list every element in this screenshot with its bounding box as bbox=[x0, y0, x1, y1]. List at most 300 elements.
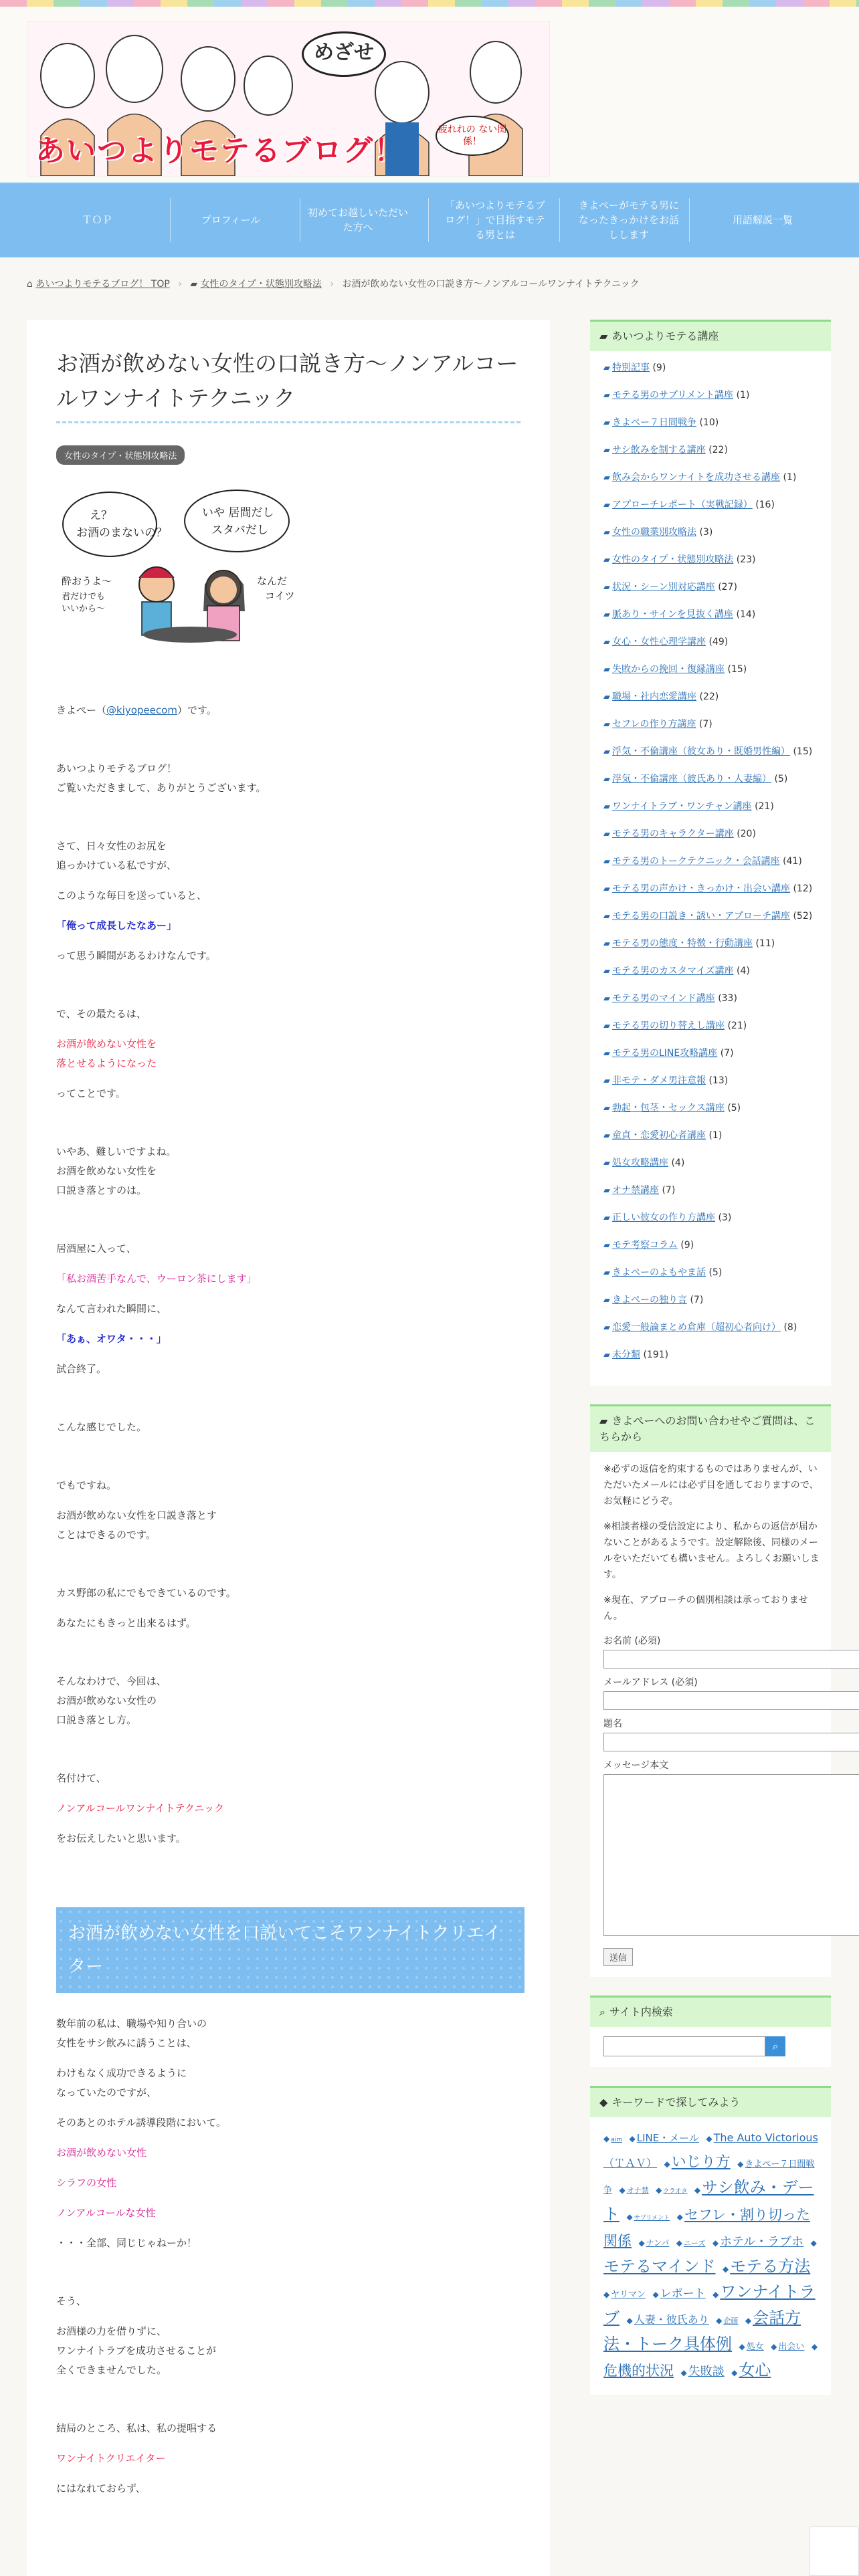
paragraph: あいつよりモテるブログ！ ご覧いただきまして、ありがとうございます。 bbox=[56, 762, 266, 794]
nav-divider bbox=[428, 198, 429, 242]
category-link[interactable]: きよぺーの独り言 bbox=[612, 1295, 687, 1305]
category-item bbox=[603, 827, 820, 842]
category-count: (4) bbox=[671, 1158, 685, 1168]
category-item bbox=[603, 470, 820, 486]
tag-link[interactable]: ナンパ bbox=[646, 2238, 670, 2248]
category-item bbox=[603, 854, 820, 869]
paragraph: お酒が飲めない女性を口説き落とす ことはできるのです。 bbox=[56, 1509, 217, 1541]
message-label: メッセージ本文 bbox=[603, 1760, 669, 1771]
paragraph: お酒様の力を借りずに、 ワンナイトラブを成功させることが 全くできませんでした。 bbox=[56, 2325, 216, 2376]
site-header bbox=[0, 7, 859, 182]
category-link[interactable]: モテ考察コラム bbox=[612, 1240, 678, 1251]
category-link[interactable]: 処女攻略講座 bbox=[612, 1158, 668, 1168]
contact-note: ※現在、アプローチの個別相談は承っておりません。 bbox=[603, 1595, 808, 1622]
tag-link[interactable]: 人妻・彼氏あり bbox=[634, 2313, 709, 2326]
category-count: (3) bbox=[699, 527, 713, 538]
category-item bbox=[603, 662, 820, 677]
tag-link[interactable]: 会話方法・トーク具体例 bbox=[603, 2309, 801, 2353]
category-item bbox=[603, 1101, 820, 1116]
category-count: (33) bbox=[718, 993, 737, 1004]
quote-line: 「私お酒苦手なんで、ウーロン茶にします」 bbox=[56, 1273, 257, 1285]
email-input[interactable] bbox=[603, 1691, 859, 1710]
folder-icon: ▰ bbox=[603, 911, 610, 922]
category-item bbox=[603, 552, 820, 568]
tag-icon: ◆ bbox=[626, 2212, 633, 2222]
name-input[interactable] bbox=[603, 1650, 859, 1669]
category-item bbox=[603, 991, 820, 1006]
nav-item-profile[interactable]: プロフィール bbox=[201, 214, 261, 226]
category-count: (7) bbox=[690, 1295, 704, 1305]
folder-icon: ▰ bbox=[603, 829, 610, 839]
search-input[interactable] bbox=[603, 2036, 765, 2056]
category-link[interactable]: オナ禁講座 bbox=[612, 1185, 659, 1196]
folder-icon: ▰ bbox=[603, 1213, 610, 1223]
eyecatch-left-text: 酔おうよ〜 bbox=[62, 575, 112, 587]
tag-link[interactable]: 処女 bbox=[746, 2342, 764, 2352]
search-button[interactable] bbox=[765, 2036, 785, 2056]
twitter-handle-link[interactable]: @kiyopeecom bbox=[106, 704, 177, 716]
paragraph: ってことです。 bbox=[56, 1087, 126, 1099]
category-item bbox=[603, 525, 820, 540]
category-link[interactable]: 正しい彼女の作り方講座 bbox=[612, 1212, 715, 1223]
tag-icon: ◆ bbox=[626, 2316, 633, 2325]
breadcrumb-chevron-icon: › bbox=[178, 279, 182, 290]
eyecatch-right-text-2: コイツ bbox=[265, 590, 295, 602]
category-count: (5) bbox=[774, 774, 788, 784]
category-item bbox=[603, 1046, 820, 1061]
folder-icon: ▰ bbox=[603, 1103, 610, 1113]
tag-icon: ◆ bbox=[694, 2185, 701, 2195]
folder-icon: ▰ bbox=[603, 1131, 610, 1141]
category-item bbox=[603, 1183, 820, 1198]
category-link[interactable]: モテる男の態度・特徴・行動講座 bbox=[612, 938, 753, 949]
category-item bbox=[603, 964, 820, 979]
eyecatch-right-bubble: いや 居間だし bbox=[202, 506, 274, 520]
tag-icon: ◆ bbox=[664, 2159, 670, 2169]
category-item bbox=[603, 881, 820, 897]
subject-input[interactable] bbox=[603, 1733, 859, 1751]
highlight-pink: シラフの女性 bbox=[56, 2177, 117, 2189]
category-count: (21) bbox=[755, 801, 774, 812]
folder-icon: ▰ bbox=[603, 939, 610, 949]
category-list bbox=[603, 360, 820, 1363]
category-count: (5) bbox=[708, 1267, 723, 1278]
eyecatch-left-text-3: いいから〜 bbox=[62, 604, 106, 614]
tag-icon: ◆ bbox=[680, 2368, 687, 2377]
folder-icon: ▰ bbox=[603, 1186, 610, 1196]
category-item bbox=[603, 580, 820, 595]
category-count: (41) bbox=[783, 856, 802, 867]
category-count: (16) bbox=[755, 500, 775, 510]
category-link[interactable]: モテる男のトークテクニック・会話講座 bbox=[612, 856, 780, 867]
category-link[interactable]: 浮気・不倫講座（彼女あり・既婚男性編） bbox=[612, 746, 790, 757]
category-link[interactable]: 非モテ・ダメ男注意報 bbox=[612, 1075, 706, 1086]
folder-icon: ▰ bbox=[603, 1158, 610, 1168]
category-item bbox=[603, 607, 820, 623]
category-item bbox=[603, 1265, 820, 1281]
tag-cloud bbox=[603, 2127, 820, 2384]
category-link[interactable]: モテる男のマインド講座 bbox=[612, 993, 715, 1004]
folder-icon: ▰ bbox=[603, 528, 610, 538]
nav-divider bbox=[689, 198, 690, 242]
category-item bbox=[603, 360, 820, 376]
top-color-stripe bbox=[0, 0, 859, 7]
folder-icon: ▰ bbox=[599, 1414, 608, 1427]
highlight-red: お酒が飲めない女性を 落とせるようになった bbox=[56, 1038, 157, 1069]
intro-line: きよぺー（@kiyopeecom）です。 bbox=[56, 704, 217, 716]
category-item bbox=[603, 1320, 820, 1335]
eyecatch-right-bubble-2: スタバだし bbox=[211, 524, 268, 537]
nav-item-ideal-man[interactable]: 「あいつよりモテるブログ！」で目指すモテる男とは bbox=[444, 199, 545, 241]
tag-link[interactable]: ホテル・ラブホ bbox=[720, 2235, 804, 2249]
submit-button[interactable]: 送信 bbox=[603, 1948, 633, 1966]
folder-icon: ▰ bbox=[603, 884, 610, 894]
tag-icon: ◆ bbox=[629, 2134, 636, 2143]
tag-link[interactable]: きよぺー７日間戦争 bbox=[603, 2159, 815, 2195]
tag-icon: ◆ bbox=[712, 2290, 719, 2299]
global-nav bbox=[0, 182, 859, 258]
eyecatch-right-text: なんだ bbox=[257, 575, 288, 587]
category-count: (12) bbox=[793, 883, 813, 894]
category-link[interactable]: 特別記事 bbox=[612, 362, 650, 373]
category-link[interactable]: ワンナイトラブ・ワンチャン講座 bbox=[612, 801, 752, 812]
category-count: (10) bbox=[699, 417, 719, 428]
folder-icon: ▰ bbox=[603, 500, 610, 510]
category-link[interactable]: モテる男のカスタマイズ講座 bbox=[612, 966, 734, 976]
category-item bbox=[603, 1210, 820, 1226]
logo-bubble-mezase: めざせ bbox=[302, 31, 386, 77]
category-item bbox=[603, 635, 820, 650]
folder-icon: ▰ bbox=[603, 747, 610, 757]
category-count: (11) bbox=[755, 938, 775, 949]
breadcrumb-home-link[interactable]: あいつよりモテるブログ！ TOP bbox=[35, 279, 170, 290]
category-link[interactable]: セフレの作り方講座 bbox=[612, 719, 696, 730]
quote-line: 「あぁ、オワタ・・・」 bbox=[56, 1333, 167, 1345]
section-heading: お酒が飲めない女性を口説いてこそワンナイトクリエイター bbox=[56, 1907, 524, 1993]
category-count: (191) bbox=[643, 1350, 669, 1360]
category-link[interactable]: 女性の職業別攻略法 bbox=[612, 527, 696, 538]
category-link[interactable]: 女性のタイプ・状態別攻略法 bbox=[612, 554, 734, 565]
folder-icon: ▰ bbox=[603, 1076, 610, 1086]
category-count: (20) bbox=[737, 829, 756, 839]
folder-icon: ▰ bbox=[603, 391, 610, 401]
folder-icon: ▰ bbox=[603, 1268, 610, 1278]
folder-icon: ▰ bbox=[603, 1323, 610, 1333]
article-title: お酒が飲めない女性の口説き方〜ノンアルコールワンナイトテクニック bbox=[56, 346, 520, 423]
tag-icon: ◆ bbox=[739, 2342, 745, 2351]
paragraph: 名付けて、 bbox=[56, 1772, 106, 1784]
category-item bbox=[603, 799, 820, 815]
widget-title: ◆ キーワードで探してみよう bbox=[590, 2086, 831, 2117]
category-link[interactable]: モテる男のキャラクター講座 bbox=[612, 829, 734, 839]
category-item bbox=[603, 936, 820, 952]
category-link[interactable]: モテる男の口説き・誘い・アプローチ講座 bbox=[612, 911, 790, 922]
nav-divider bbox=[170, 198, 171, 242]
paragraph: こんな感じでした。 bbox=[56, 1421, 147, 1433]
tag-icon: ◆ bbox=[810, 2238, 817, 2248]
widget-title: ▰ きよぺーへのお問い合わせやご質問は、こちらから bbox=[590, 1404, 831, 1452]
tag-link[interactable]: モテるマインド bbox=[603, 2257, 716, 2276]
home-icon: ⌂ bbox=[27, 279, 33, 290]
category-count: (8) bbox=[783, 1322, 797, 1333]
tag-icon: ◆ bbox=[638, 2238, 645, 2248]
category-count: (15) bbox=[793, 746, 813, 757]
folder-icon: ▰ bbox=[603, 994, 610, 1004]
paragraph: カス野郎の私にでもできているのです。 bbox=[56, 1587, 236, 1599]
breadcrumb-chevron-icon: › bbox=[330, 279, 334, 290]
tag-link[interactable]: 出会い bbox=[778, 2342, 805, 2352]
folder-icon: ▰ bbox=[603, 637, 610, 647]
site-title: あいつよりモテるブログ！ bbox=[35, 134, 405, 168]
tag-icon: ◆ bbox=[712, 2238, 719, 2248]
paragraph: そのあとのホテル誘導段階において。 bbox=[56, 2117, 226, 2129]
category-link[interactable]: 失敗からの挽回・復縁講座 bbox=[612, 664, 725, 675]
folder-icon: ▰ bbox=[603, 692, 610, 702]
category-count: (22) bbox=[708, 445, 728, 455]
eyecatch-left-bubble-2: お酒のまないの？ bbox=[76, 526, 167, 540]
tag-link[interactable]: aim bbox=[611, 2137, 623, 2143]
category-item bbox=[603, 1128, 820, 1144]
highlight-pink: お酒が飲めない女性 bbox=[56, 2147, 147, 2159]
category-item bbox=[603, 498, 820, 513]
folder-icon: ▰ bbox=[603, 802, 610, 812]
category-link[interactable]: 勃起・包茎・セックス講座 bbox=[612, 1103, 725, 1113]
categories-widget bbox=[590, 320, 831, 1386]
category-link[interactable]: 飲み会からワンナイトを成功させる講座 bbox=[612, 472, 781, 483]
paragraph: 数年前の私は、職場や知り合いの 女性をサシ飲みに誘うことは、 bbox=[56, 2018, 207, 2049]
category-count: (3) bbox=[718, 1212, 732, 1223]
tag-link[interactable]: 企画 bbox=[723, 2317, 739, 2325]
breadcrumb-category-link[interactable]: 女性のタイプ・状態別攻略法 bbox=[200, 279, 322, 290]
tag-icon: ◆ bbox=[745, 2316, 752, 2325]
category-count: (13) bbox=[708, 1075, 729, 1086]
tag-icon: ◆ bbox=[676, 2238, 682, 2248]
tag-icon: ◆ bbox=[731, 2368, 738, 2377]
logo-bubble-relationship: 疲れれの ない関係！ bbox=[436, 116, 509, 156]
message-textarea[interactable] bbox=[603, 1774, 859, 1936]
eyecatch-illustration bbox=[56, 477, 297, 658]
category-count: (1) bbox=[783, 472, 797, 483]
folder-icon: ▰ bbox=[599, 330, 608, 342]
tag-link[interactable]: クラオタ bbox=[663, 2188, 688, 2195]
paragraph: をお伝えしたいと思います。 bbox=[56, 1832, 186, 1844]
tag-icon: ◆ bbox=[603, 2290, 610, 2299]
tag-icon: ◆ bbox=[771, 2342, 777, 2351]
eyecatch-left-bubble: え？ bbox=[90, 509, 112, 522]
folder-icon: ▰ bbox=[603, 418, 610, 428]
tag-icon: ◆ bbox=[656, 2185, 662, 2195]
folder-icon: ▰ bbox=[603, 966, 610, 976]
category-item bbox=[603, 1073, 820, 1089]
category-link[interactable]: モテる男のサプリメント講座 bbox=[612, 390, 734, 401]
category-item bbox=[603, 717, 820, 732]
keywords-widget bbox=[590, 2086, 831, 2395]
folder-icon: ▰ bbox=[603, 555, 610, 565]
tag-icon: ◆ bbox=[706, 2134, 712, 2143]
tag-link[interactable]: サシ飲み・デート bbox=[603, 2178, 814, 2224]
category-link[interactable]: 浮気・不倫講座（彼氏あり・人妻編） bbox=[612, 774, 771, 784]
category-count: (49) bbox=[708, 637, 729, 647]
category-link[interactable]: 脈あり・サインを見抜く講座 bbox=[612, 609, 734, 620]
search-icon: ⌕ bbox=[772, 2040, 779, 2052]
tag-link[interactable]: サプリメント bbox=[634, 2215, 670, 2222]
tag-link[interactable]: モテる方法 bbox=[730, 2257, 811, 2276]
category-count: (15) bbox=[727, 664, 747, 675]
highlight-pink: ノンアルコールな女性 bbox=[56, 2207, 156, 2219]
category-link[interactable]: モテる男の声かけ・きっかけ・出会い講座 bbox=[612, 883, 790, 894]
folder-icon: ▰ bbox=[603, 582, 610, 593]
paragraph: わけもなく成功できるように なっていたのですが、 bbox=[56, 2067, 187, 2099]
highlight-red: ワンナイトクリエイター bbox=[56, 2452, 166, 2464]
category-count: (4) bbox=[737, 966, 750, 976]
article-category-label[interactable]: 女性のタイプ・状態別攻略法 bbox=[56, 445, 185, 465]
category-count: (14) bbox=[736, 609, 756, 620]
nav-item-first-visit[interactable]: 初めてお越しいただいた方へ bbox=[308, 207, 409, 233]
category-count: (21) bbox=[727, 1021, 747, 1031]
paragraph: このような毎日を送っていると、 bbox=[56, 889, 207, 901]
tag-icon: ◆ bbox=[676, 2212, 683, 2222]
category-count: (9) bbox=[652, 362, 666, 373]
tag-icon: ◆ bbox=[619, 2185, 626, 2195]
contact-widget bbox=[590, 1404, 831, 1977]
tag-link[interactable]: LINE・メール bbox=[636, 2132, 699, 2144]
category-item bbox=[603, 1293, 820, 1308]
category-count: (22) bbox=[699, 691, 719, 702]
tag-link[interactable]: 失敗談 bbox=[688, 2365, 725, 2379]
category-count: (7) bbox=[720, 1048, 734, 1059]
folder-icon: ▰ bbox=[603, 1049, 610, 1059]
folder-icon: ▰ bbox=[603, 1350, 610, 1360]
tag-link[interactable]: セフレ・割り切った関係 bbox=[603, 2207, 811, 2249]
category-link[interactable]: モテる男の切り替えし講座 bbox=[612, 1021, 725, 1031]
folder-icon: ▰ bbox=[603, 774, 610, 784]
category-link[interactable]: きよぺー７日間戦争 bbox=[612, 417, 696, 428]
name-label: お名前 (必須) bbox=[603, 1636, 661, 1646]
category-item bbox=[603, 772, 820, 787]
category-link[interactable]: 未分類 bbox=[612, 1350, 640, 1360]
category-item bbox=[603, 909, 820, 924]
tag-icon: ◆ bbox=[722, 2264, 729, 2274]
tag-icon: ◆ bbox=[599, 2096, 608, 2109]
paragraph: 居酒屋に入って、 bbox=[56, 1243, 136, 1255]
category-link[interactable]: きよぺーのよもやま話 bbox=[612, 1267, 706, 1278]
paragraph: なんて言われた瞬間に、 bbox=[56, 1303, 167, 1315]
category-link[interactable]: 童貞・恋愛初心者講座 bbox=[612, 1130, 706, 1141]
quote-line: 「俺って成長したなあー」 bbox=[56, 920, 177, 932]
category-link[interactable]: 状況・シーン別対応講座 bbox=[612, 582, 715, 593]
breadcrumb-current: お酒が飲めない女性の口説き方〜ノンアルコールワンナイトテクニック bbox=[342, 279, 640, 290]
folder-icon: ▰ bbox=[603, 720, 610, 730]
category-item bbox=[603, 1018, 820, 1034]
paragraph: 結局のところ、私は、私の提唱する bbox=[56, 2422, 217, 2434]
contact-note: ※必ずの返信を約束するものではありませんが、いただいたメールには必ず目を通しておりますので、お気軽にどうぞ。 bbox=[603, 1464, 819, 1507]
folder-icon: ▰ bbox=[603, 665, 610, 675]
folder-icon: ▰ bbox=[603, 1021, 610, 1031]
tag-link[interactable]: ニーズ bbox=[683, 2239, 706, 2248]
tag-link[interactable]: ワンナイトラブ bbox=[603, 2282, 816, 2327]
category-item bbox=[603, 415, 820, 431]
tag-link[interactable]: 危機的状況 bbox=[603, 2363, 674, 2379]
category-link[interactable]: モテる男のLINE攻略講座 bbox=[612, 1048, 718, 1059]
tag-icon: ◆ bbox=[737, 2159, 744, 2169]
article-body bbox=[56, 701, 524, 2509]
paragraph: ・・・全部、同じじゃねーか！ bbox=[56, 2237, 197, 2249]
paragraph: でもですね。 bbox=[56, 1479, 117, 1491]
category-count: (9) bbox=[680, 1240, 694, 1251]
category-link[interactable]: 女心・女性心理学講座 bbox=[612, 637, 706, 647]
search-icon: ⌕ bbox=[599, 2006, 605, 2018]
category-count: (1) bbox=[708, 1130, 723, 1141]
category-item bbox=[603, 1238, 820, 1253]
paragraph: 試合終了。 bbox=[56, 1363, 107, 1375]
paragraph: そんなわけで、今回は、 お酒が飲めない女性の 口説き落とし方。 bbox=[56, 1675, 167, 1726]
nav-item-story[interactable]: きよぺーがモテる男になったきっかけをお話しします bbox=[578, 199, 679, 241]
category-item bbox=[603, 388, 820, 403]
highlight-red: ノンアルコールワンナイトテクニック bbox=[56, 1802, 224, 1814]
floating-corner-widget[interactable] bbox=[809, 2527, 859, 2576]
folder-icon: ▰ bbox=[603, 1241, 610, 1251]
widget-title: ⌕ サイト内検索 bbox=[590, 1996, 831, 2027]
paragraph: にはなれておらず、 bbox=[56, 2482, 146, 2494]
category-link[interactable]: サシ飲みを制する講座 bbox=[612, 445, 706, 455]
tag-link[interactable]: 女心 bbox=[739, 2361, 771, 2379]
category-count: (7) bbox=[662, 1185, 676, 1196]
site-logo[interactable] bbox=[27, 21, 550, 177]
tag-icon: ◆ bbox=[811, 2342, 818, 2351]
eyecatch-left-text-2: 君だけでも bbox=[62, 592, 106, 602]
category-count: (7) bbox=[698, 719, 712, 730]
folder-icon: ▰ bbox=[603, 857, 610, 867]
nav-item-top[interactable]: ＴＯＰ bbox=[82, 214, 112, 226]
widget-title: ▰ あいつよりモテる講座 bbox=[590, 320, 831, 351]
paragraph: そう、 bbox=[56, 2295, 87, 2307]
folder-icon: ▰ bbox=[603, 363, 610, 373]
category-count: (52) bbox=[793, 911, 813, 922]
category-count: (1) bbox=[736, 390, 750, 401]
tag-link[interactable]: いじり方 bbox=[671, 2154, 731, 2171]
tag-link[interactable]: オナ禁 bbox=[626, 2186, 649, 2195]
category-count: (27) bbox=[718, 582, 737, 593]
tag-icon: ◆ bbox=[716, 2316, 723, 2325]
tag-icon: ◆ bbox=[652, 2290, 659, 2299]
tag-link[interactable]: ヤリマン bbox=[611, 2290, 646, 2300]
category-item bbox=[603, 1348, 820, 1363]
nav-item-glossary[interactable]: 用語解説一覧 bbox=[732, 214, 793, 226]
tag-link[interactable]: The Auto Victorious（ＴＡＶ） bbox=[603, 2131, 818, 2169]
category-link[interactable]: アプローチレポート（実戦記録） bbox=[612, 500, 753, 510]
category-link[interactable]: 職場・社内恋愛講座 bbox=[612, 691, 696, 702]
category-item bbox=[603, 689, 820, 705]
category-item bbox=[603, 1156, 820, 1171]
category-item bbox=[603, 443, 820, 458]
paragraph: で、その最たるは、 bbox=[56, 1008, 147, 1020]
paragraph: って思う瞬間があるわけなんです。 bbox=[56, 950, 216, 962]
paragraph: あなたにもきっと出来るはず。 bbox=[56, 1617, 196, 1629]
category-count: (5) bbox=[727, 1103, 741, 1113]
folder-icon: ▰ bbox=[603, 610, 610, 620]
nav-divider bbox=[559, 198, 560, 242]
category-item bbox=[603, 744, 820, 760]
category-count: (23) bbox=[736, 554, 756, 565]
folder-icon: ▰ bbox=[190, 279, 198, 290]
category-link[interactable]: 恋愛一般論まとめ倉庫（超初心者向け） bbox=[612, 1322, 781, 1333]
tag-link[interactable]: レポート bbox=[660, 2287, 706, 2300]
paragraph: いやあ、難しいですよね。 お酒を飲めない女性を 口説き落とすのは。 bbox=[56, 1146, 177, 1196]
subject-label: 題名 bbox=[603, 1719, 622, 1729]
tag-icon: ◆ bbox=[603, 2134, 610, 2143]
sidebar bbox=[590, 320, 831, 2413]
folder-icon: ▰ bbox=[603, 445, 610, 455]
